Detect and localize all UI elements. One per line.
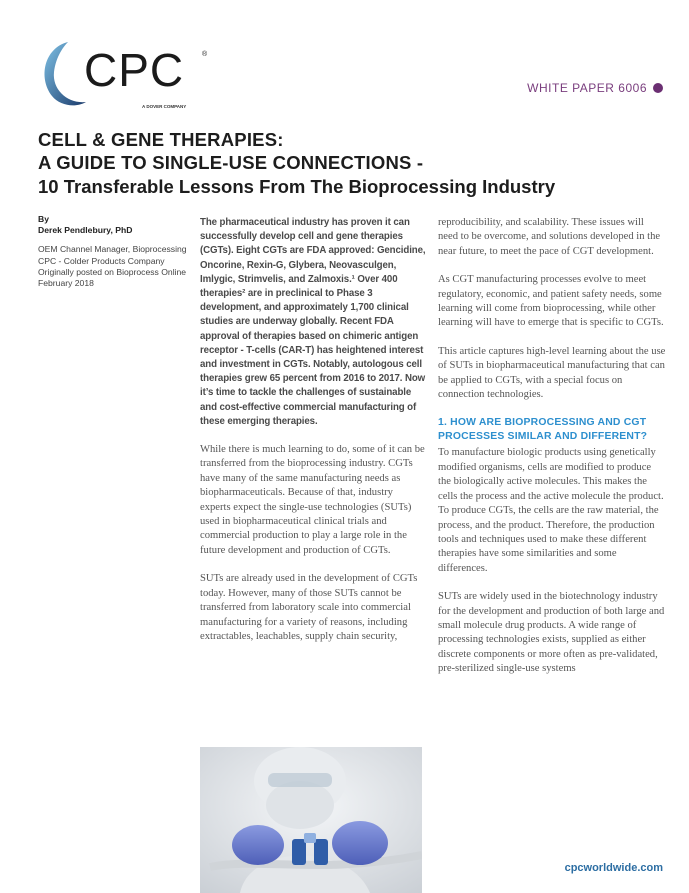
white-paper-number: WHITE PAPER 6006 [527, 81, 647, 95]
document-title [38, 128, 668, 199]
byline-by: By [38, 214, 49, 224]
paragraph: SUTs are already used in the development of CGTs today. However, many of those SUTs cannot be transferred from laboratory scale into commercial manufacturing for a variety of reasons, including extractables, leachables, supply chain security, [200, 573, 418, 642]
paragraph: To manufacture biologic products using genetically modified organisms, cells are modified to produce the biologically active molecules. This makes the cells the process and the active molecule the product. To produce CGTs, the cells are the raw material, the process, and the product. Therefore, the production tools and techniques used to make these different therapies have some similarities and some differences. [438, 447, 664, 574]
white-paper-label [527, 81, 663, 95]
body-column-3 [438, 216, 666, 691]
byline-company: CPC - Colder Products Company [38, 255, 165, 266]
purple-dot-icon [653, 83, 663, 93]
cpc-logo-mark [38, 38, 218, 110]
byline [38, 214, 193, 289]
byline-role: OEM Channel Manager, Bioprocessing [38, 244, 187, 255]
paragraph: As CGT manufacturing processes evolve to meet regulatory, economic, and patient safety needs, some learning will come from bioprocessing, while other learning will have to emerge that is specific to CGTs. [438, 274, 664, 329]
byline-posted: Originally posted on Bioprocess Online [38, 266, 187, 277]
byline-date: February 2018 [38, 278, 94, 289]
footer-website-link[interactable]: cpcworldwide.com [564, 862, 663, 874]
logo-registered: ® [202, 51, 208, 58]
lab-technician-photo [200, 747, 422, 893]
paragraph: This article captures high-level learning about the use of SUTs in biopharmaceutical manufacturing that can be applied to CGTs, with a special focus on connection technologies. [438, 345, 666, 401]
paragraph: SUTs are widely used in the biotechnology industry for the development and production of both large and small molecule drug products. A wide range of processing technologies exists, supplied as either discrete components or more often as pre-validated, pre-sterilized single-use systems [438, 591, 665, 675]
section-heading-1: 1. HOW ARE BIOPROCESSING AND CGT PROCESSES SIMILAR AND DIFFERENT? [438, 417, 648, 443]
paragraph: While there is much learning to do, some of it can be transferred from the bioprocessing industry. CGTs have many of the same manufacturing needs as biopharmaceuticals. Because of that, industry experts expect the single-use technologies (SUTs) used in biopharmaceutical clinical trials and commercial production to play a large role in the future development and production of CGTs. [200, 444, 425, 556]
photo-illustration [200, 747, 422, 893]
logo-tagline: A DOVER COMPANY [142, 104, 187, 109]
title-line-3: 10 Transferable Lessons From The Bioprocessing Industry [38, 176, 556, 197]
cpc-logo [38, 38, 218, 110]
paragraph: reproducibility, and scalability. These issues will need to be overcome, and solutions developed in the near future, to meet the pace of CGT development. [438, 217, 661, 257]
body-column-2 [200, 216, 426, 658]
title-line-1: CELL & GENE THERAPIES: [38, 129, 284, 150]
lead-paragraph: The pharmaceutical industry has proven it can successfully develop cell and gene therapies (CGTs). Eight CGTs are FDA approved: Gencidine, Oncorine, Rexin-G, Glybera, Neovasculgen, Imlygic, Strimvelis, and Zalmoxis.¹ Over 400 therapies² are in preclinical to Phase 3 development, and approximately 1,700 clinical studies are underway globally. Recent FDA approval of therapies based on chimeric antigen receptor - T-cells (CAR-T) has heightened interest and investment in CGTs. Notably, autologous cell therapies grew 65 percent from 2016 to 2017. Now it’s time to tackle the challenges of sustainable and cost-effective commercial manufacturing of these emerging therapies. [200, 217, 426, 427]
title-line-2: A GUIDE TO SINGLE-USE CONNECTIONS - [38, 152, 424, 173]
byline-author: Derek Pendlebury, PhD [38, 225, 133, 236]
logo-wordmark: CPC [84, 44, 185, 96]
